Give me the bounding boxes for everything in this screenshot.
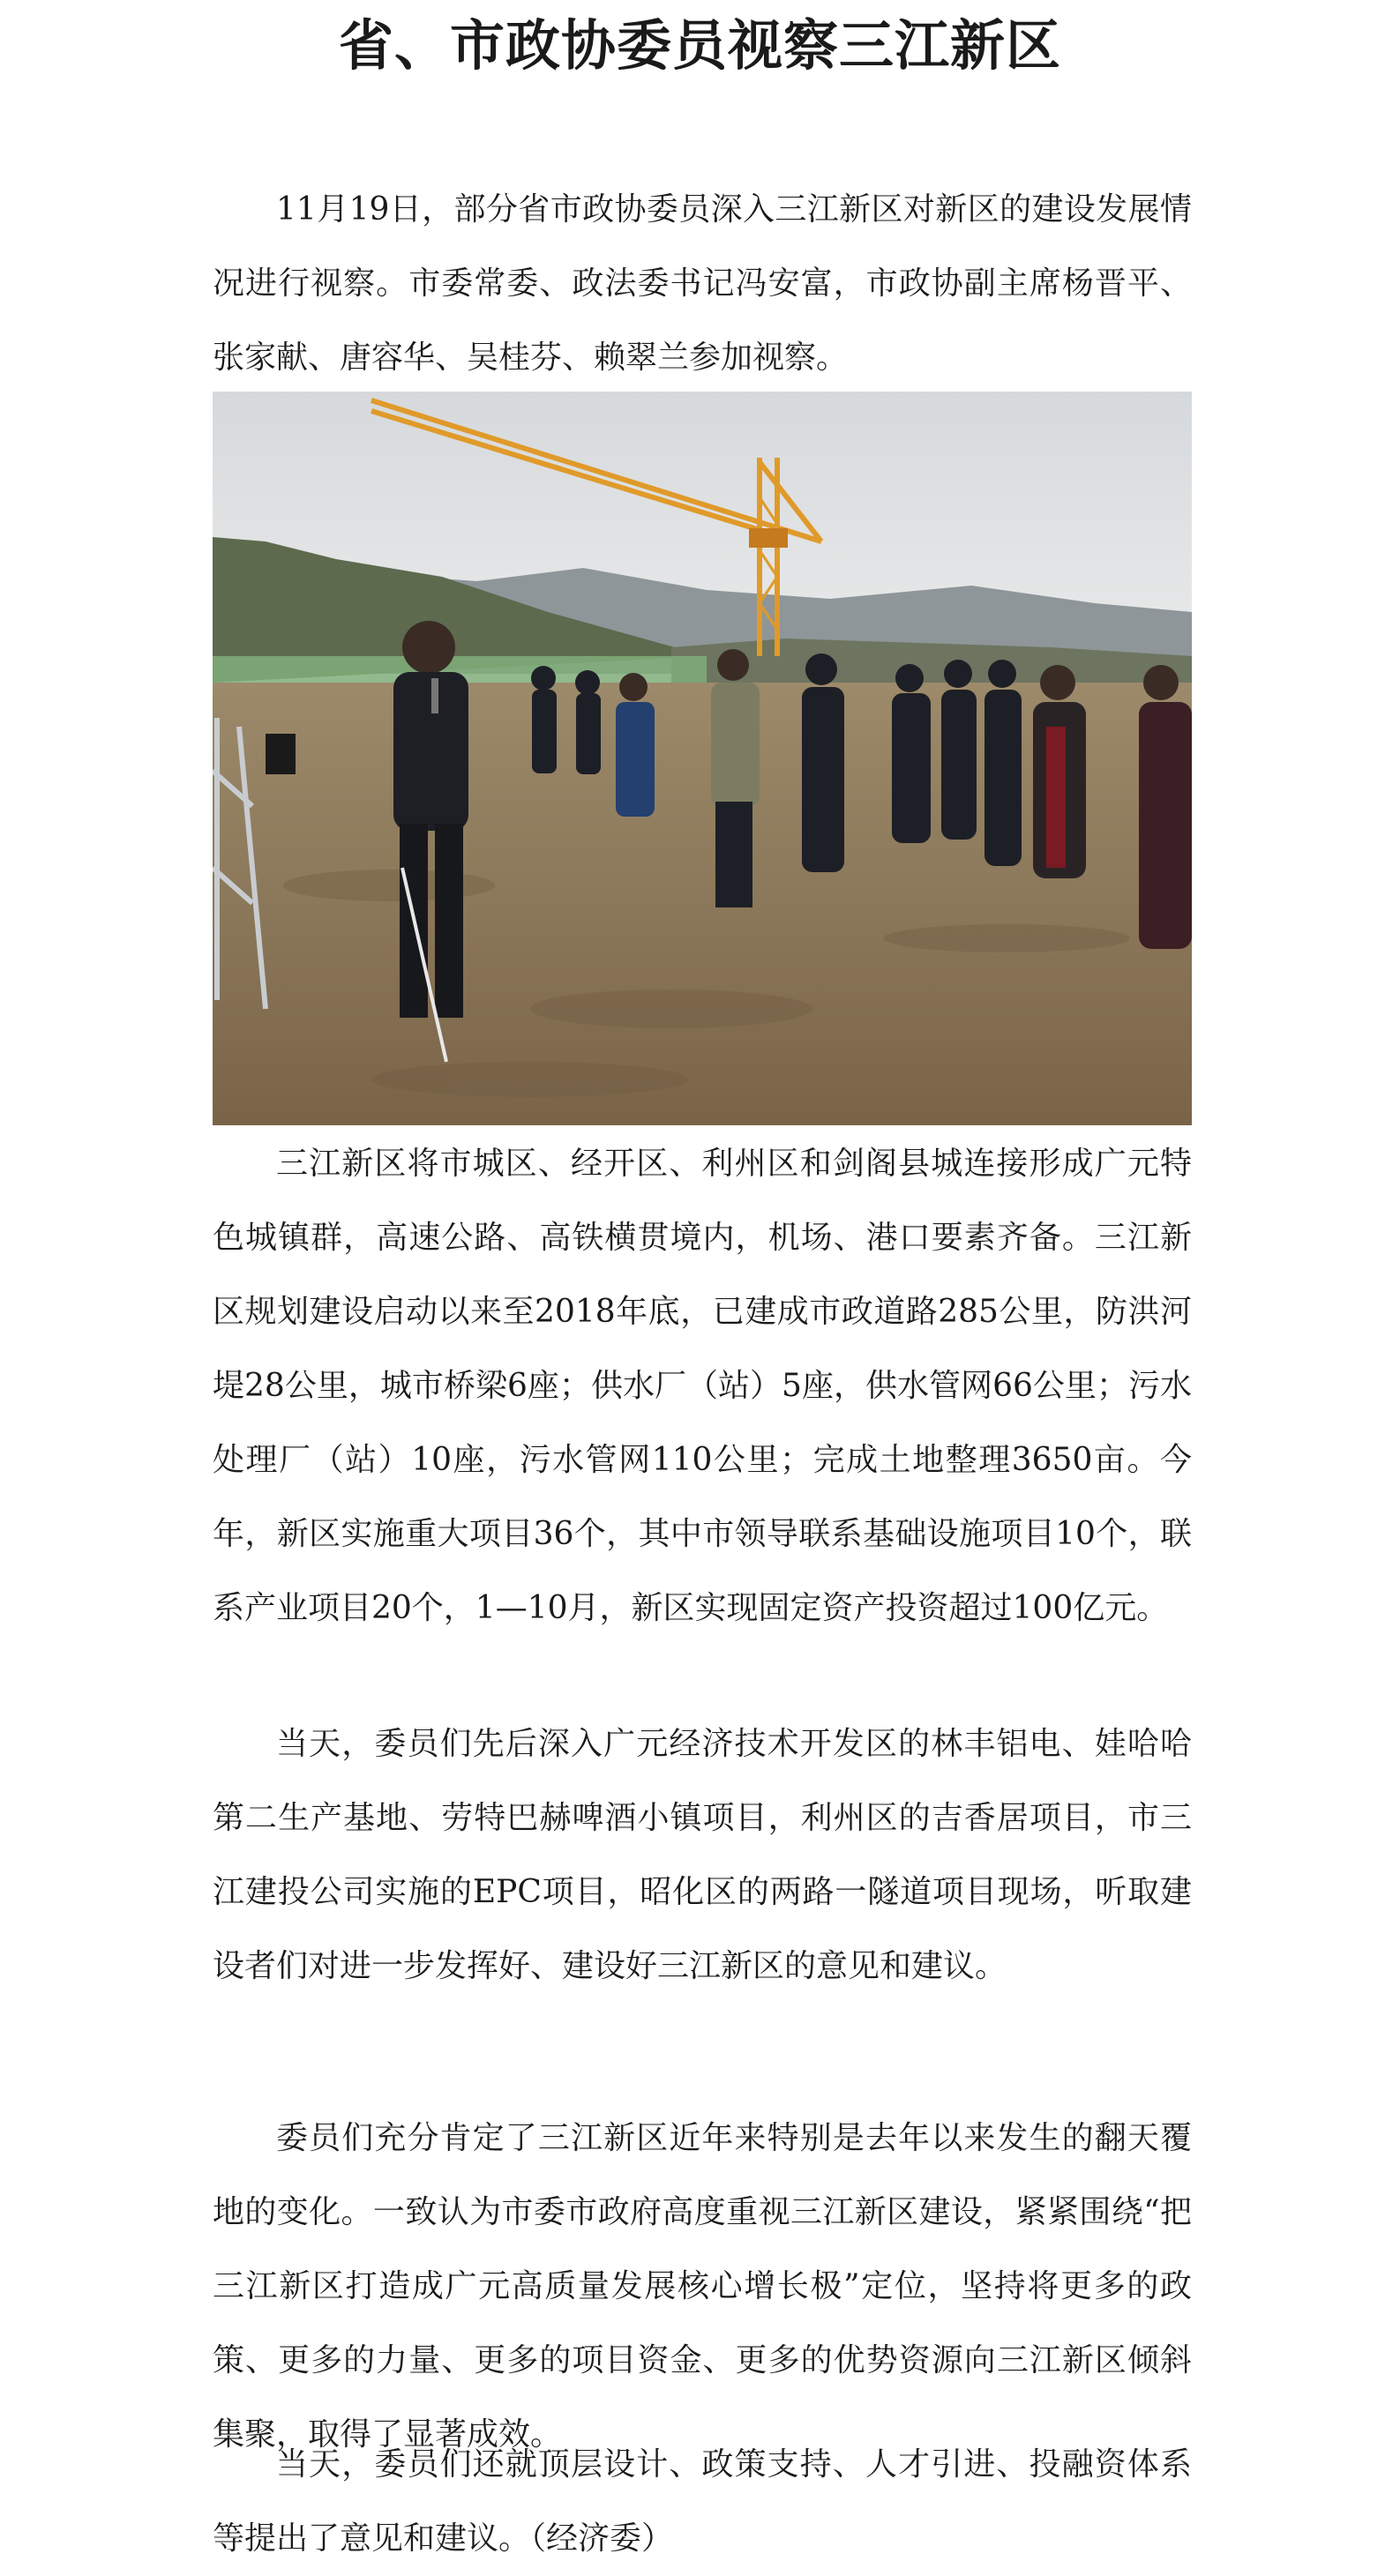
paragraph-4: 委员们充分肯定了三江新区近年来特别是去年以来发生的翻天覆地的变化。一致认为市委市政府高度重视三江新区建设，紧紧围绕“把三江新区打造成广元高质量发展核心增长极”定位，坚持将更多的政策、更多的力量、更多的项目资金、更多的优势资源向三江新区倾斜集聚，取得了显著成效。 (213, 2120, 1192, 2453)
equipment-box (266, 734, 296, 774)
paragraph-5: 当天，委员们还就顶层设计、政策支持、人才引进、投融资体系等提出了意见和建议。（经济委） (213, 2446, 1192, 2557)
article-photo (213, 392, 1192, 1125)
paragraph-3: 当天，委员们先后深入广元经济技术开发区的林丰铝电、娃哈哈第二生产基地、劳特巴赫啤酒小镇项目，利州区的吉香居项目，市三江建投公司实施的EPC项目，昭化区的两路一隧道项目现场，听取建设者们对进一步发挥好、建设好三江新区的意见和建议。 (213, 1726, 1192, 1984)
article-title: 省、市政协委员视察三江新区 (338, 13, 1061, 78)
crane-cab (749, 528, 788, 548)
paragraph-1: 11月19日，部分省市政协委员深入三江新区对新区的建设发展情况进行视察。市委常委、政法委书记冯安富，市政协副主席杨晋平、张家献、唐容华、吴桂芬、赖翠兰参加视察。 (213, 191, 1192, 376)
site-inspection-photo (213, 392, 1192, 1125)
paragraph-2: 三江新区将市城区、经开区、利州区和剑阁县城连接形成广元特色城镇群，高速公路、高铁横贯境内，机场、港口要素齐备。三江新区规划建设启动以来至2018年底，已建成市政道路285公里，防洪河堤28公里，城市桥梁6座；供水厂（站）5座，供水管网66公里；污水处理厂（站）10座，污水管网110公里；完成土地整理3650亩。今年，新区实施重大项目36个，其中市领导联系基础设施项目10个，联系产业项目20个，1—10月，新区实现固定资产投资超过100亿元。 (213, 1146, 1192, 1626)
